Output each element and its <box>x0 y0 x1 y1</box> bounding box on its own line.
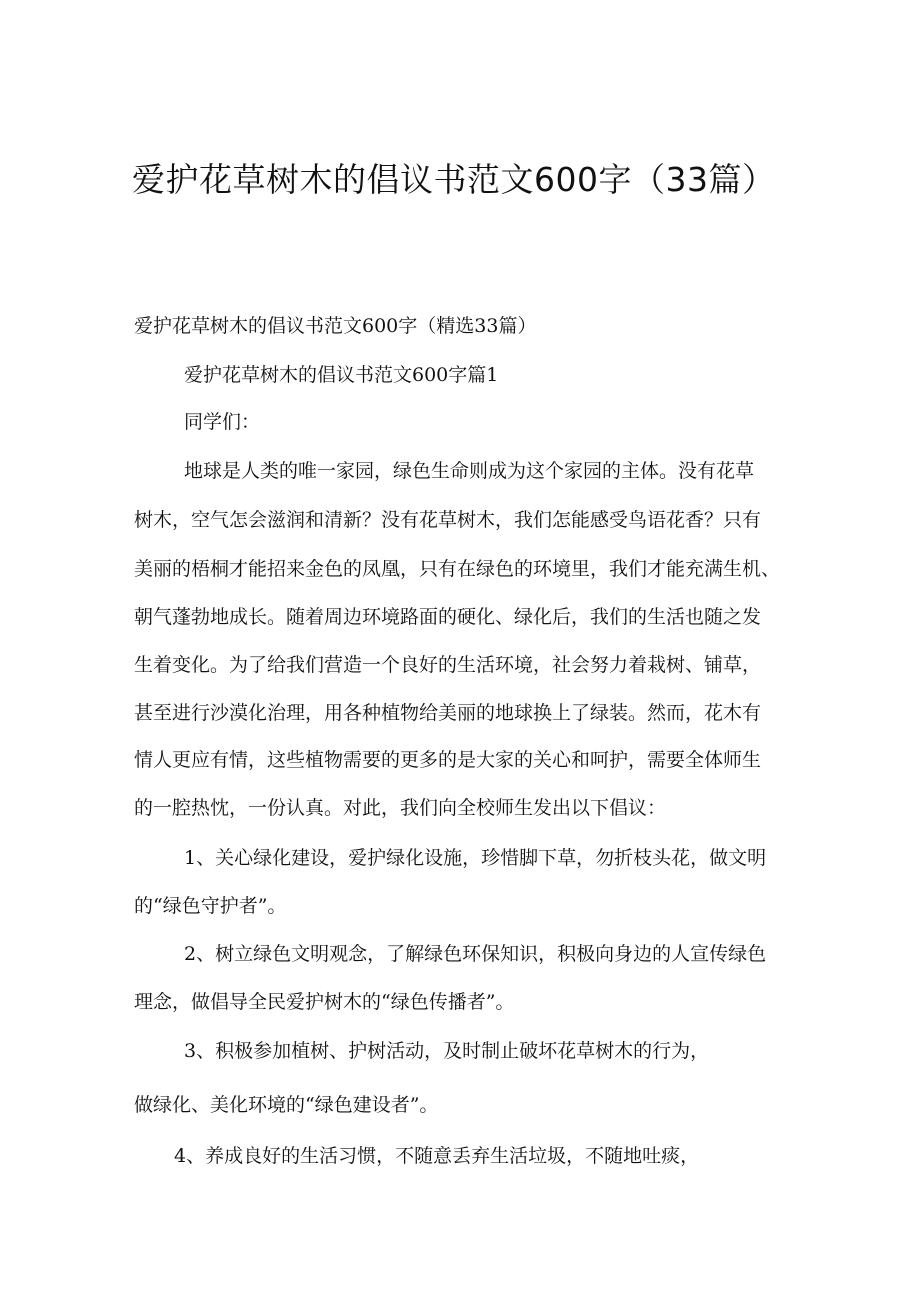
item-line: 理念，做倡导全民爱护树木的“绿色传播者”。 <box>134 991 515 1013</box>
paragraph-line: 的一腔热忱，一份认真。对此，我们向全校师生发出以下倡议： <box>134 797 667 819</box>
item-line: 1、关心绿化建设，爱护绿化设施，珍惜脚下草，勿折枝头花，做文明 <box>184 847 767 869</box>
document-subtitle: 爱护花草树木的倡议书范文600字（精选33篇） <box>134 315 537 337</box>
item-line: 4、养成良好的生活习惯，不随意丢弃生活垃圾，不随地吐痰， <box>174 1145 700 1167</box>
paragraph-line: 美丽的梧桐才能招来金色的凤凰，只有在绿色的环境里，我们才能充满生机、 <box>134 558 781 580</box>
item-line: 做绿化、美化环境的“绿色建设者”。 <box>134 1094 439 1116</box>
item-line: 2、树立绿色文明观念，了解绿色环保知识，积极向身边的人宣传绿色 <box>184 943 767 965</box>
paragraph-line: 甚至进行沙漠化治理，用各种植物给美丽的地球换上了绿装。然而，花木有 <box>134 702 762 724</box>
item-line: 3、积极参加植树、护树活动，及时制止破坏花草树木的行为， <box>184 1040 710 1062</box>
paragraph-line: 生着变化。为了给我们营造一个良好的生活环境，社会努力着栽树、铺草， <box>134 654 762 676</box>
paragraph-line: 树木，空气怎会滋润和清新？没有花草树木，我们怎能感受鸟语花香？只有 <box>134 509 762 531</box>
paragraph-line: 朝气蓬勃地成长。随着周边环境路面的硬化、绿化后，我们的生活也随之发 <box>134 606 762 628</box>
paragraph-line: 情人更应有情，这些植物需要的更多的是大家的关心和呵护，需要全体师生 <box>134 749 762 771</box>
item-line: 的“绿色守护者”。 <box>134 895 287 917</box>
section-heading: 爱护花草树木的倡议书范文600字篇1 <box>184 364 499 386</box>
document-title: 爱护花草树木的倡议书范文600字（33篇） <box>132 160 776 199</box>
salutation: 同学们： <box>184 411 261 433</box>
paragraph-line: 地球是人类的唯一家园，绿色生命则成为这个家园的主体。没有花草 <box>184 460 755 482</box>
